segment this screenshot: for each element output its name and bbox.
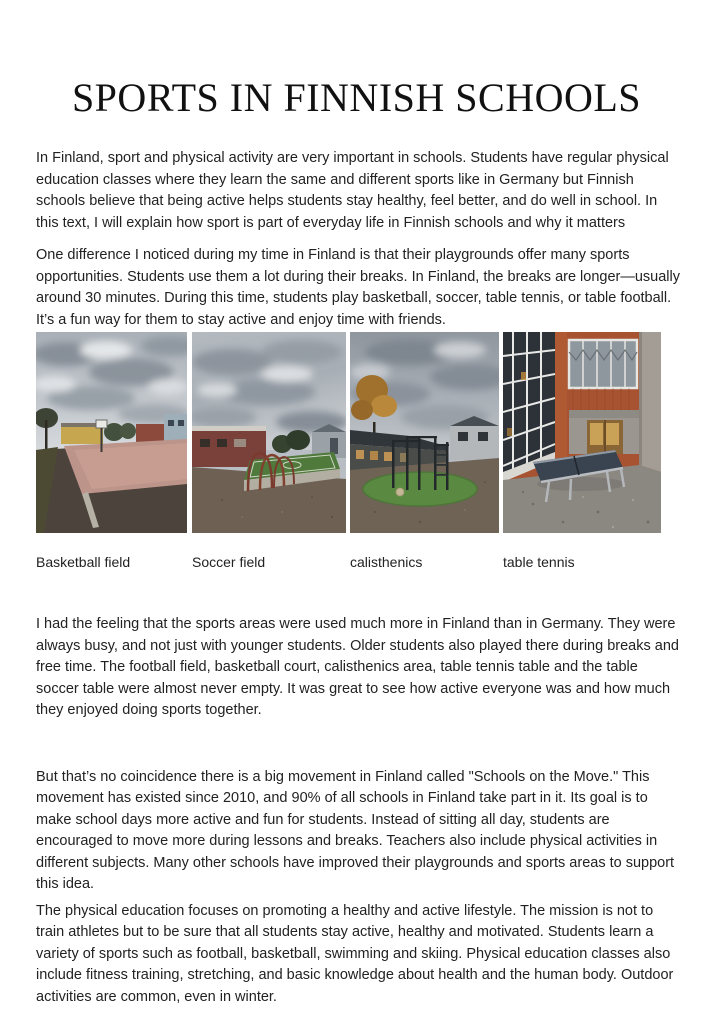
paragraph-playgrounds: One difference I noticed during my time in Finland is that their playgrounds offer many sports opportunities. Students use them a lot during their breaks. In Finland, the breaks are longer—usually around 30 minutes. During this time, students play basketball, soccer, table tennis, or table football. It’s a fun way for them to stay active and enjoy time with friends. bbox=[36, 247, 681, 328]
paragraph-movement: But that’s no coincidence there is a big movement in Finland called "Schools on the Move." This movement has existed since 2010, and 90% of all schools in Finland take part in it. Its goal is to make school days more active and fun for students. Instead of sitting all day, students are encouraged to move more during lessons and breaks. Teachers also include physical activities in different subjects. Many other schools have improved their playgrounds and sports areas to support this idea. bbox=[36, 768, 675, 892]
table-tennis-image bbox=[503, 332, 661, 533]
caption-soccer-field: Soccer field bbox=[192, 554, 266, 570]
caption-basketball-field: Basketball field bbox=[36, 554, 131, 570]
paragraph-observation: I had the feeling that the sports areas were used much more in Finland than in Germany. They were always busy, and not just with younger students. Older students also played there during breaks and free time. The football field, basketball court, calisthenics area, table tennis table and the table soccer table were almost never empty. It was great to see how active everyone was and how much they enjoyed doing sports together. bbox=[36, 616, 679, 718]
paragraph-physical-education: The physical education focuses on promoting a healthy and active lifestyle. The mission is not to train athletes but to be sure that all students stay active, healthy and motivated. Students learn a variety of sports such as football, basketball, swimming and skiing. Physical education classes also include fitness training, stretching, and basic knowledge about health and the human body. Outdoor activities are common, even in winter. bbox=[36, 902, 674, 1005]
photo-captions bbox=[36, 554, 677, 571]
photo-basketball-field bbox=[36, 332, 187, 533]
photo-soccer-field bbox=[192, 332, 346, 533]
calisthenics-image bbox=[350, 332, 499, 533]
photo-calisthenics bbox=[350, 332, 499, 533]
photo-row bbox=[36, 332, 677, 533]
soccer-field-image bbox=[192, 332, 346, 533]
photo-table-tennis bbox=[503, 332, 661, 533]
page-title: SPORTS IN FINNISH SCHOOLS bbox=[71, 75, 642, 120]
basketball-field-image bbox=[36, 332, 187, 533]
caption-table-tennis: table tennis bbox=[503, 554, 575, 570]
paragraph-intro: In Finland, sport and physical activity are very important in schools. Students have regular physical education classes where they learn the same and different sports like in Germany but Finnish schools believe that being active helps students stay healthy, feel better, and do well in school. In this text, I will explain how sport is part of everyday life in Finnish schools and why it matters bbox=[36, 150, 669, 231]
caption-calisthenics: calisthenics bbox=[350, 554, 423, 570]
